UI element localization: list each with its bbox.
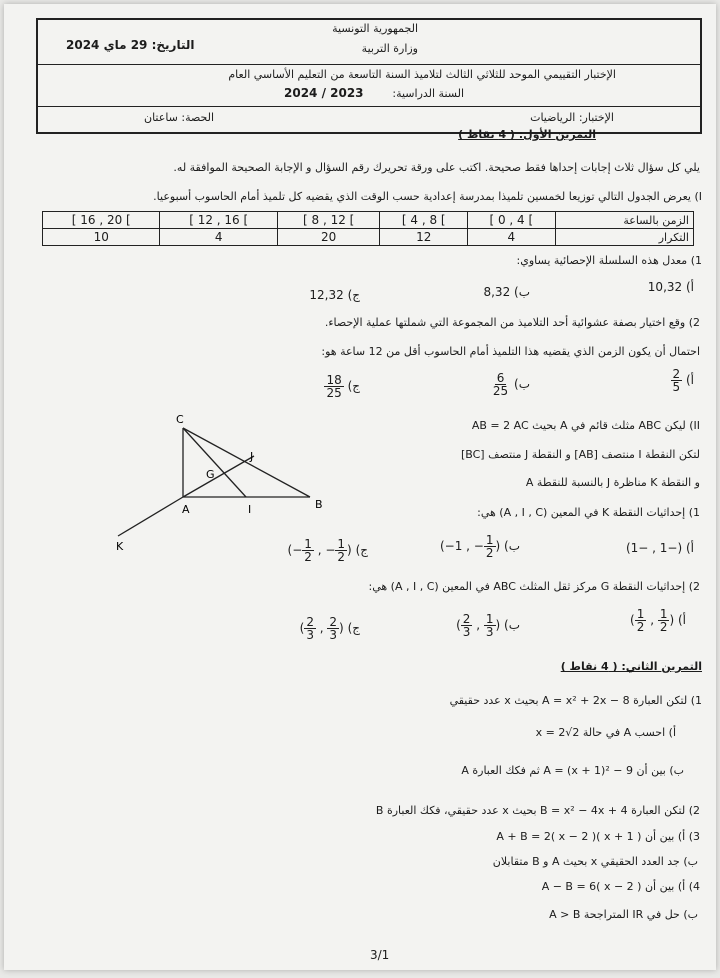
numerator: 1 [485,533,494,547]
label-I: I [248,503,252,516]
fraction [335,538,347,563]
numerator: 1 [659,607,668,621]
fraction [658,608,670,633]
numerator: 6 [496,371,505,385]
numerator: 2 [672,367,681,381]
numerator: 2 [462,612,471,626]
q1-option-c: ج) 12,32 [309,288,360,302]
table-row [43,229,694,246]
option-label: ب) [504,539,520,553]
exam-subject: الإختبار: الرياضيات [530,111,614,124]
fraction [304,616,316,641]
coordinates-prefix: (−1 , − [439,539,484,553]
fraction [484,534,496,559]
fraction [484,613,496,638]
label-G: G [206,468,215,481]
table-row-header: التكرار [555,229,693,246]
q2-option-a [671,368,694,393]
q4-option-a [630,608,686,633]
table-cell: 4 [160,229,277,246]
exercise-2-line-7: 4) أ) بين أن A − B = 6( x − 2 ) [541,880,700,893]
triangle-figure [108,408,334,554]
coordinates [440,534,500,559]
part-2-statement: II) ليكن ABC مثلث قائم في A بحيث AB = 2 AC [471,419,700,432]
part-2-line-2: لتكن النقطة I منتصف [AB] و النقطة J منتصف [BC] [460,448,700,461]
exercise-2-line-5: 3) أ) بين أن A + B = 2( x − 2 )( x + 1 ) [496,830,700,843]
exercise-2-line-1: 1) لتكن العبارة A = x² + 2x − 8 بحيث x عدد حقيقي [449,694,702,707]
exercise-2-line-6: ب) جد العدد الحقيقي x بحيث A و B متقابلان [492,855,698,868]
exercise-2-line-3: ب) بين أن A = (x + 1)² − 9 ثم فكك العبارة A [461,764,684,777]
exercise-2-title: التمرين الثاني: ( 4 نقاط ) [560,660,702,673]
option-label: أ) [677,613,686,627]
q3-option-b [440,534,520,559]
header-divider [38,64,700,65]
question-4: 2) إحداثيات النقطة G مركز ثقل المثلث ABC في المعين (A , I , C) هي: [368,580,700,593]
numerator: 1 [304,537,312,551]
table-row [43,212,694,229]
exercise-2-line-2: أ) احسب A في حالة x = 2√2 [535,726,676,739]
table-cell: [ 0 , 4 [ [468,212,556,229]
part-2-line-3: و النقطة K مناظرة J بالنسبة للنقطة A [525,476,700,489]
ministry-label: وزارة التربية [361,42,418,55]
numerator: 2 [306,615,314,629]
fraction [635,608,647,633]
table-cell: 12 [380,229,468,246]
option-label: ج) [347,621,360,635]
denominator: 2 [659,620,668,634]
header-divider [38,106,700,107]
table-cell: [ 16 , 20 [ [43,212,160,229]
school-year-label: السنة الدراسية: [392,87,464,100]
table-cell: [ 8 , 12 [ [277,212,380,229]
numerator: 1 [485,612,494,626]
denominator: 25 [492,384,509,398]
q3-option-c [288,538,368,563]
table-cell: 4 [468,229,556,246]
label-C: C [176,413,184,426]
table-cell: [ 12 , 16 [ [160,212,277,229]
q2-option-c [324,374,360,399]
table-row-header: الزمن بالساعة [555,212,693,229]
denominator: 2 [485,546,494,560]
coordinates: ( $\frac{1}{2}$ , $\frac{1}{2}$ ) [630,607,675,634]
denominator: 3 [462,625,471,639]
exam-date: التاريخ: 29 ماي 2024 [66,38,195,52]
q1-option-a: أ) 10,32 [647,280,694,294]
q4-option-c [300,616,360,641]
exercise-1-instructions: يلي كل سؤال ثلاث إجابات إحداها فقط صحيحة. اكتب على ورقة تحريرك رقم السؤال و الإجابة الصحيحة الموافقة له. [173,161,700,174]
page-number: 3/1 [370,948,390,962]
question-3: 1) إحداثيات النقطة K في المعين (A , I , C) هي: [477,506,700,519]
numerator: 1 [636,607,645,621]
coordinates: ( $\frac{2}{3}$ , $\frac{1}{3}$ ) [456,612,501,639]
coordinates: ( $\frac{2}{3}$ , $\frac{2}{3}$ ) [299,615,344,642]
fraction [302,538,314,563]
option-label: ب) [514,377,530,391]
table-cell: 20 [277,229,380,246]
fraction [461,613,473,638]
denominator: 3 [485,625,494,639]
part-1-statement: I) يعرض الجدول التالي توزيعا لخمسين تلميذا بمدرسة إعدادية حسب الوقت الذي يقضيه كل تلميذ أمام الحاسوب أسبوعيا. [153,190,702,203]
denominator: 25 [326,386,342,400]
exercise-2-line-4: 2) لتكن العبارة B = x² − 4x + 4 بحيث x عدد حقيقي، فكك العبارة B [375,804,700,817]
fraction [491,372,510,397]
frequency-table [42,211,694,246]
question-2-line-2: احتمال أن يكون الزمن الذي يقضيه هذا التلميذ أمام الحاسوب أقل من 12 ساعة هو: [321,345,700,358]
fraction [671,368,683,393]
denominator: 2 [636,620,645,634]
exercise-2-line-8: ب) حل في IR المتراجحة A > B [549,908,698,921]
denominator: 3 [329,628,338,642]
label-J: J [250,450,254,463]
exam-title: الإختبار التقييمي الموحد للثلاثي الثالث لتلاميذ السنة التاسعة من التعليم الأساسي العام [228,68,616,81]
table-cell: 10 [43,229,160,246]
numerator: 2 [329,615,338,629]
q1-option-b: ب) 8,32 [483,285,530,299]
fraction [327,616,339,641]
option-label: ب) [504,618,520,632]
q2-option-b [491,372,530,397]
q4-option-b [456,613,520,638]
option-label: أ) [685,373,694,387]
fraction [324,374,343,399]
denominator: 2 [304,550,312,564]
denominator: 3 [306,628,314,642]
header-box [36,18,702,134]
option-label: ج) [355,543,368,557]
question-2-line-1: 2) وقع اختيار بصفة عشوائية أحد التلاميذ من المجموعة التي شملتها عملية الإحصاء. [324,316,700,329]
denominator: 2 [337,550,346,564]
exercise-1-title: التمرين الأول: ( 4 نقاط ) [458,128,596,141]
coordinates: (− $\frac{1}{2}$ , − $\frac{1}{2}$ ) [287,537,352,564]
exam-duration: الحصة: ساعتان [144,111,215,124]
table-cell: [ 4 , 8 [ [380,212,468,229]
label-B: B [315,498,323,511]
label-K: K [116,540,124,553]
republic-label: الجمهورية التونسية [332,22,418,35]
coordinates-suffix: ) [495,539,501,553]
question-1: 1) معدل هذه السلسلة الإحصائية يساوي: [516,254,702,267]
q3-option-a: أ) (−1 , −1) [625,541,694,555]
exam-page [4,4,716,970]
option-label: ج) [347,379,360,393]
denominator: 5 [672,380,681,394]
numerator: 1 [337,537,346,551]
numerator: 18 [326,373,342,387]
label-A: A [182,503,190,516]
school-year: 2024 / 2023 [284,86,364,100]
